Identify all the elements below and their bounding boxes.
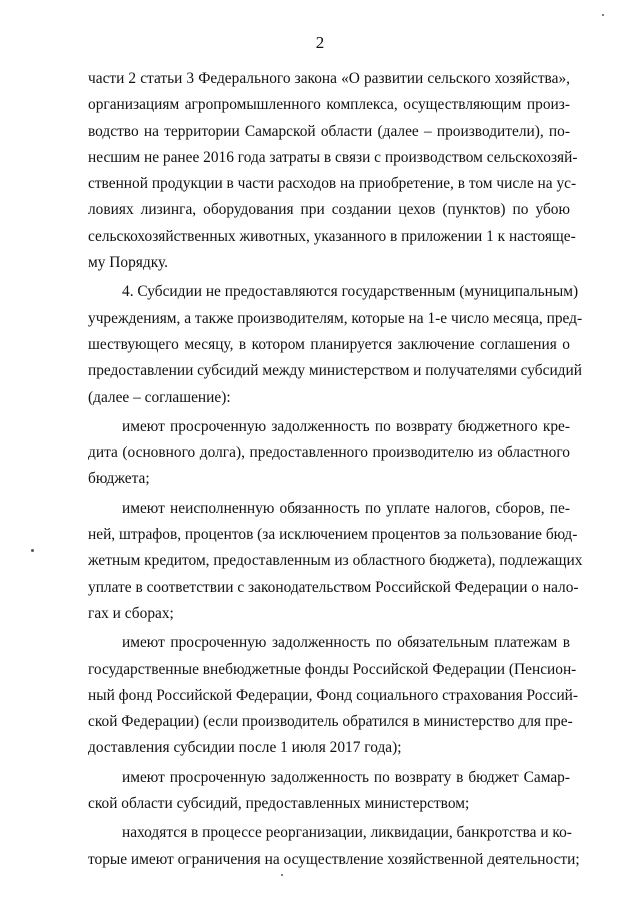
text-line: жетным кредитом, предоставленным из областного бюджета), подлежащих <box>88 552 583 570</box>
text-line: предоставлении субсидий между министерством и получателями субсидий <box>88 362 582 380</box>
text-line: ской Федерации) (если производитель обратился в министерство для пре- <box>88 713 573 731</box>
paragraph-1 <box>88 66 578 276</box>
text-line: имеют просроченную задолженность по обязательным платежам в <box>122 634 570 652</box>
paragraph-4 <box>88 496 583 627</box>
text-line: му Порядку. <box>88 254 168 272</box>
text-line: уплате в соответствии с законодательством Российской Федерации о нало- <box>88 578 579 596</box>
text-line: имеют просроченную задолженность по возврату в бюджет Самар- <box>122 768 570 786</box>
paragraph-7 <box>88 820 580 873</box>
text-line: (далее – соглашение): <box>88 388 231 406</box>
scan-speck <box>31 549 34 552</box>
text-line: доставления субсидии после 1 июля 2017 года); <box>88 739 402 757</box>
text-line: ней, штрафов, процентов (за исключением процентов за пользование бюд- <box>88 526 578 544</box>
text-line: ный фонд Российской Федерации, Фонд социального страхования Россий- <box>88 686 579 704</box>
paragraph-3 <box>88 414 570 493</box>
text-line: имеют просроченную задолженность по возврату бюджетного кре- <box>122 417 570 435</box>
text-line: части 2 статьи 3 Федерального закона «О развитии сельского хозяйства», <box>88 70 570 87</box>
text-line: сельскохозяйственных животных, указанного в приложении 1 к настояще- <box>88 227 576 245</box>
text-line: имеют неисполненную обязанность по уплате налогов, сборов, пе- <box>122 499 570 517</box>
text-line: учреждениям, а также производителям, которые на 1-е число месяца, пред- <box>88 309 583 327</box>
document-body <box>88 66 583 873</box>
text-line: несшим не ранее 2016 года затраты в связи с производством сельскохозяй- <box>88 148 578 166</box>
text-line: водство на территории Самарской области (далее – производители), по- <box>88 122 570 140</box>
paragraph-2 <box>88 279 583 410</box>
text-line: ловиях лизинга, оборудования при создании цехов (пунктов) по убою <box>88 201 570 219</box>
text-line: государственные внебюджетные фонды Российской Федерации (Пенсион- <box>88 660 577 678</box>
text-line: ской области субсидий, предоставленных министерством; <box>88 795 470 813</box>
text-line: дита (основного долга), предоставленного производителю из областного <box>88 444 570 462</box>
text-line: гах и сборах; <box>88 604 174 622</box>
text-line: ственной продукции в части расходов на приобретение, в том числе на ус- <box>88 175 577 193</box>
text-line: организациям агропромышленного комплекса, осуществляющим произ- <box>88 96 570 114</box>
paragraph-6 <box>88 765 570 818</box>
page-number: 2 <box>315 33 325 52</box>
text-line: торые имеют ограничения на осуществление хозяйственной деятельности; <box>88 850 580 868</box>
paragraph-5 <box>88 630 579 761</box>
text-line: шествующего месяцу, в котором планируется заключение соглашения о <box>88 335 570 353</box>
text-line: бюджета; <box>88 470 150 488</box>
text-line: 4. Субсидии не предоставляются государственным (муниципальным) <box>122 283 579 301</box>
scan-speck <box>281 874 283 876</box>
text-line: находятся в процессе реорганизации, ликвидации, банкротства и ко- <box>122 824 572 842</box>
scan-speck <box>602 14 604 16</box>
